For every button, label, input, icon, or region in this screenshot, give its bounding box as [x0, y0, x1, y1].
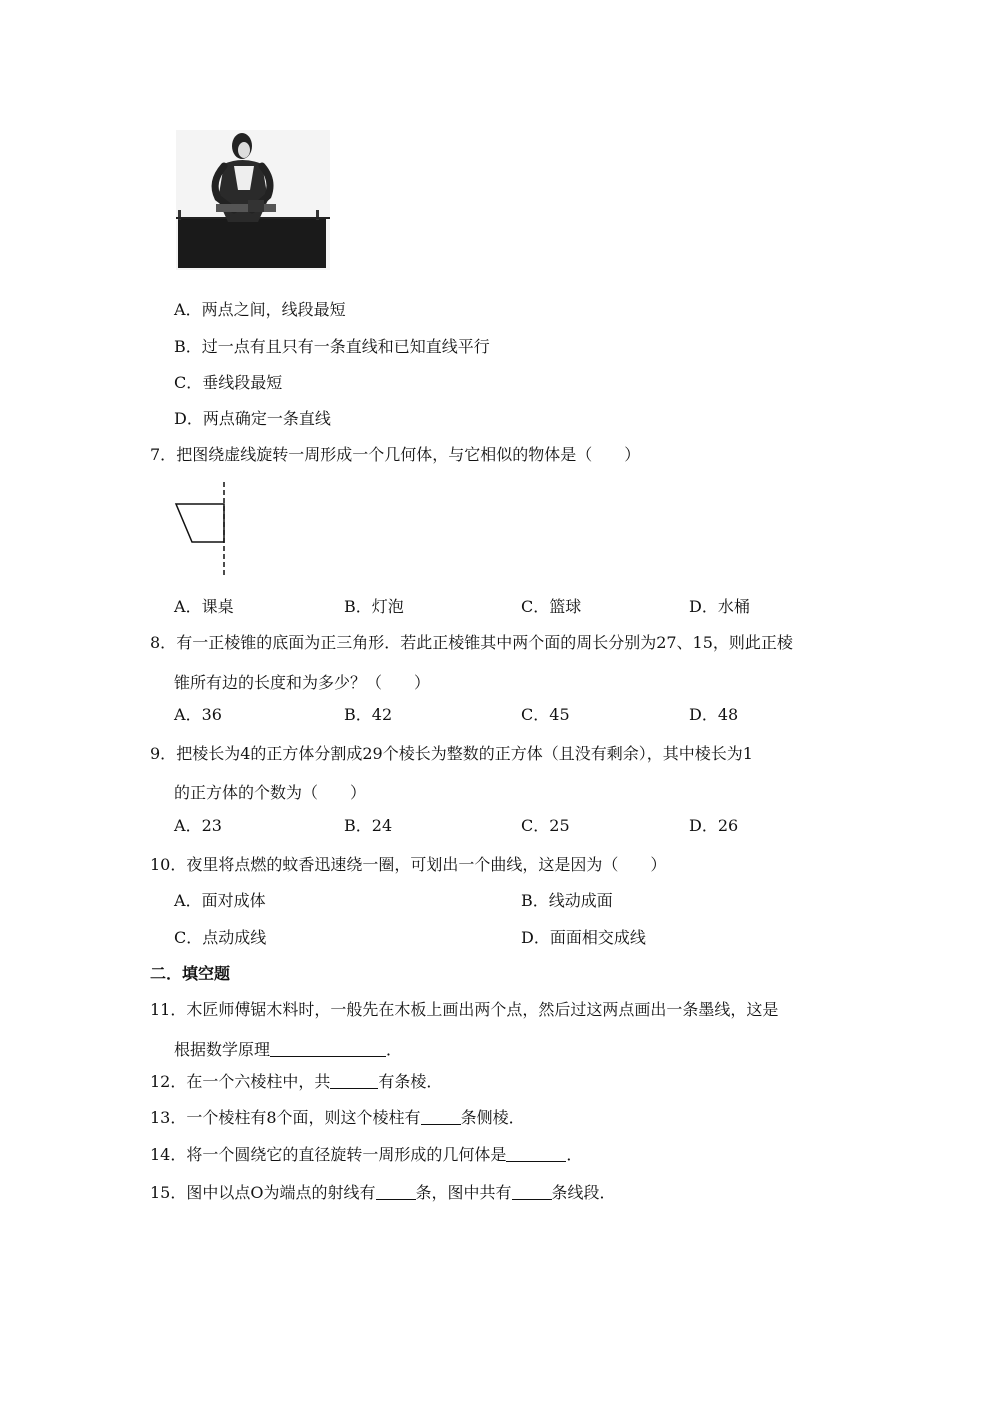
- question-number: 7．: [150, 445, 177, 464]
- option-text: 36: [201, 705, 222, 724]
- option-letter: B: [344, 816, 356, 835]
- option-letter: D: [521, 928, 534, 947]
- trapezoid-shape: [176, 504, 224, 542]
- q9-option-b[interactable]: B．24: [344, 816, 393, 835]
- section-title: 二．填空题: [150, 964, 231, 983]
- q8-option-d[interactable]: D．48: [689, 705, 739, 724]
- question-8-continued: [174, 673, 430, 693]
- q6-option-d[interactable]: D．两点确定一条直线: [174, 409, 331, 428]
- question-text: 根据数学原理: [174, 1040, 271, 1059]
- question-text: 条线段．: [551, 1183, 616, 1202]
- q9-option-a[interactable]: A．23: [174, 816, 222, 835]
- option-text: 线动成面: [548, 891, 613, 910]
- question-number: 11．: [150, 1000, 187, 1019]
- option-letter: D: [174, 409, 187, 428]
- trapezoid-rotation-figure: [172, 480, 236, 580]
- question-text: 把图绕虚线旋转一周形成一个几何体，与它相似的物体是（ ）: [176, 445, 641, 464]
- option-letter: B: [344, 597, 356, 616]
- option-letter: A: [174, 597, 186, 616]
- q7-option-b[interactable]: B．灯泡: [344, 597, 404, 616]
- option-letter: C: [521, 705, 534, 724]
- question-number: 13．: [150, 1108, 187, 1127]
- question-number: 8．: [150, 633, 177, 652]
- answer-blank[interactable]: [330, 1072, 378, 1089]
- option-text: 两点确定一条直线: [202, 409, 331, 428]
- option-letter: C: [521, 597, 534, 616]
- answer-blank[interactable]: [270, 1040, 386, 1057]
- question-text: ．: [386, 1040, 403, 1059]
- option-letter: D: [689, 597, 702, 616]
- answer-blank[interactable]: [376, 1183, 416, 1200]
- option-text: 篮球: [549, 597, 582, 616]
- question-text: 条，图中共有: [415, 1183, 512, 1202]
- answer-blank[interactable]: [421, 1108, 461, 1125]
- option-letter: B: [521, 891, 533, 910]
- option-letter: C: [174, 373, 187, 392]
- option-text: 灯泡: [371, 597, 404, 616]
- option-text: 25: [549, 816, 570, 835]
- question-9-continued: [174, 783, 366, 803]
- option-text: 课桌: [201, 597, 234, 616]
- question-text: 把棱长为4的正方体分割成29个棱长为整数的正方体（且没有剩余），其中棱长为1: [176, 744, 753, 763]
- option-text: 面面相交成线: [549, 928, 646, 947]
- q6-option-c[interactable]: C．垂线段最短: [174, 373, 283, 392]
- q10-option-c[interactable]: C．点动成线: [174, 928, 267, 947]
- option-letter: B: [344, 705, 356, 724]
- question-13: [150, 1108, 525, 1128]
- worker-sawing-figure: [176, 130, 330, 270]
- question-15: [150, 1183, 616, 1203]
- option-letter: A: [174, 300, 186, 319]
- q7-option-c[interactable]: C．篮球: [521, 597, 582, 616]
- question-11: [150, 1000, 778, 1020]
- option-letter: D: [689, 705, 702, 724]
- q9-option-c[interactable]: C．25: [521, 816, 570, 835]
- q8-option-c[interactable]: C．45: [521, 705, 570, 724]
- question-8: [150, 633, 793, 653]
- q10-option-d[interactable]: D．面面相交成线: [521, 928, 646, 947]
- q8-option-a[interactable]: A．36: [174, 705, 222, 724]
- question-number: 10．: [150, 855, 187, 874]
- option-text: 两点之间，线段最短: [201, 300, 346, 319]
- option-text: 过一点有且只有一条直线和已知直线平行: [201, 337, 490, 356]
- question-text: 在一个六棱柱中，共: [186, 1072, 331, 1091]
- q10-option-a[interactable]: A．面对成体: [174, 891, 266, 910]
- option-text: 42: [371, 705, 393, 724]
- question-text: 锥所有边的长度和为多少？（ ）: [174, 673, 431, 692]
- question-text: 一个棱柱有8个面，则这个棱柱有: [186, 1108, 421, 1127]
- question-number: 9．: [150, 744, 177, 763]
- wood-board: [178, 218, 326, 268]
- question-text: ．: [566, 1145, 583, 1164]
- q9-option-d[interactable]: D．26: [689, 816, 739, 835]
- question-text: 木匠师傅锯木料时，一般先在木板上画出两个点，然后过这两点画出一条墨线，这是: [186, 1000, 779, 1019]
- question-10: [150, 855, 666, 875]
- option-text: 26: [717, 816, 739, 835]
- question-14: [150, 1145, 582, 1165]
- option-text: 45: [549, 705, 570, 724]
- question-number: 12．: [150, 1072, 187, 1091]
- question-number: 14．: [150, 1145, 187, 1164]
- option-text: 水桶: [717, 597, 750, 616]
- question-7: [150, 445, 640, 465]
- option-letter: B: [174, 337, 186, 356]
- answer-blank[interactable]: [506, 1145, 566, 1162]
- question-text: 将一个圆绕它的直径旋转一周形成的几何体是: [186, 1145, 507, 1164]
- q6-option-b[interactable]: B．过一点有且只有一条直线和已知直线平行: [174, 337, 490, 356]
- option-letter: C: [521, 816, 534, 835]
- q6-option-a[interactable]: A．两点之间，线段最短: [174, 300, 346, 319]
- question-text: 图中以点O为端点的射线有: [186, 1183, 376, 1202]
- option-letter: C: [174, 928, 187, 947]
- option-text: 23: [201, 816, 222, 835]
- question-text: 有一正棱锥的底面为正三角形．若此正棱锥其中两个面的周长分别为27、15，则此正棱: [176, 633, 793, 652]
- q7-option-a[interactable]: A．课桌: [174, 597, 234, 616]
- option-text: 面对成体: [201, 891, 266, 910]
- option-text: 24: [371, 816, 393, 835]
- q7-option-d[interactable]: D．水桶: [689, 597, 750, 616]
- question-12: [150, 1072, 442, 1092]
- option-letter: D: [689, 816, 702, 835]
- answer-blank[interactable]: [512, 1183, 552, 1200]
- option-letter: A: [174, 705, 186, 724]
- question-11-continued: [174, 1040, 402, 1060]
- option-text: 48: [717, 705, 739, 724]
- question-text: 有条棱．: [378, 1072, 443, 1091]
- question-9: [150, 744, 753, 764]
- option-text: 垂线段最短: [202, 373, 283, 392]
- option-letter: A: [174, 891, 186, 910]
- question-number: 15．: [150, 1183, 187, 1202]
- question-text: 条侧棱．: [460, 1108, 525, 1127]
- saw: [216, 204, 276, 212]
- q8-option-b[interactable]: B．42: [344, 705, 393, 724]
- q10-option-b[interactable]: B．线动成面: [521, 891, 613, 910]
- question-text: 的正方体的个数为（ ）: [174, 783, 367, 802]
- option-text: 点动成线: [202, 928, 267, 947]
- question-text: 夜里将点燃的蚊香迅速绕一圈，可划出一个曲线，这是因为（ ）: [186, 855, 667, 874]
- option-letter: A: [174, 816, 186, 835]
